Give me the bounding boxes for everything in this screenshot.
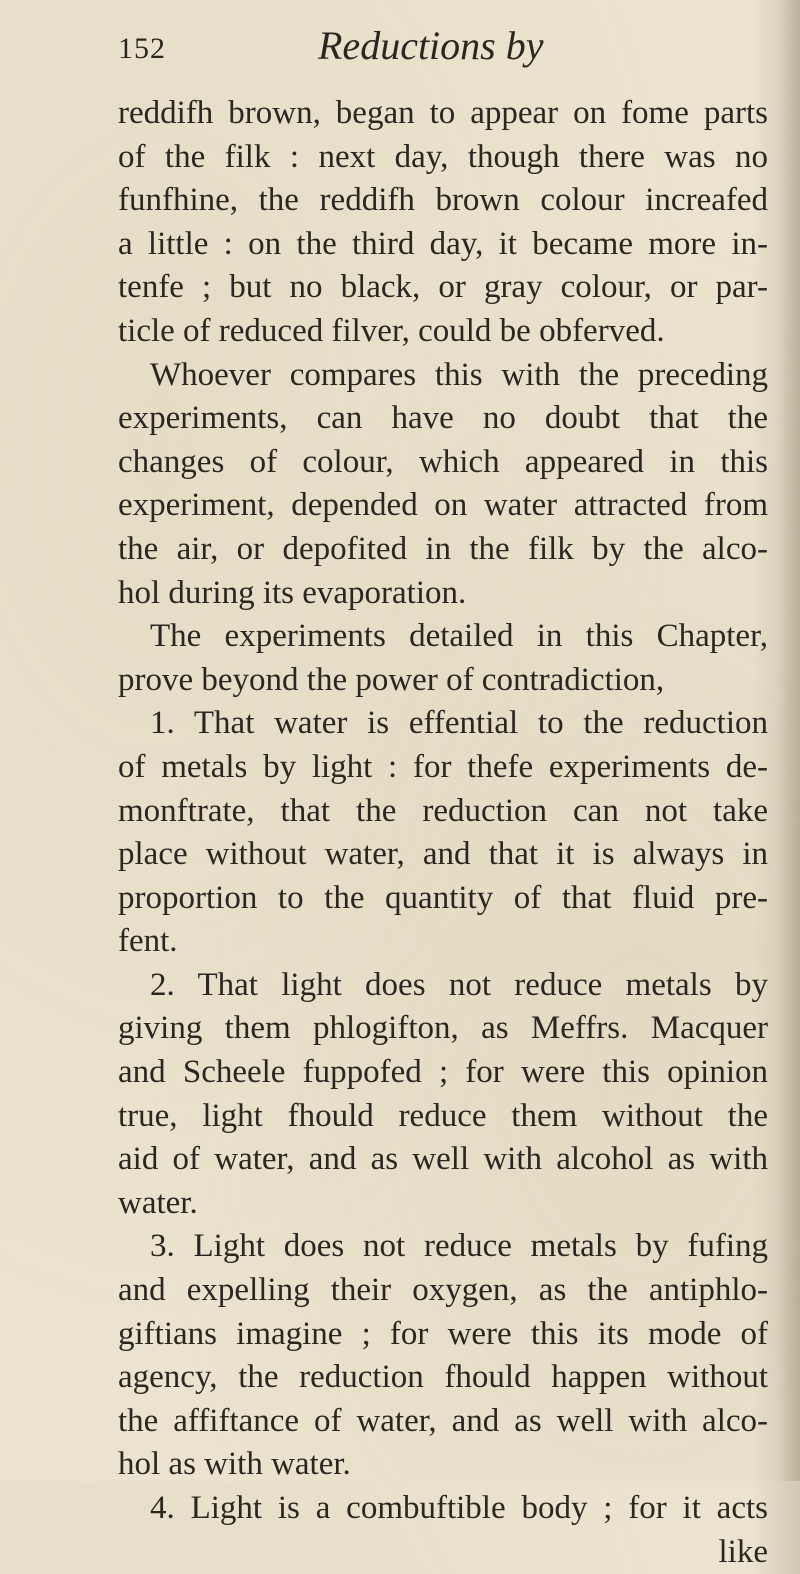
text-line: tenfe ; but no black, or gray colour, or par-	[118, 269, 768, 306]
body-text	[118, 92, 768, 1574]
text-line: prove beyond the power of contradiction,	[118, 661, 665, 698]
text-line: 1. That water is effential to the reduction	[150, 705, 768, 742]
text-line: a little : on the third day, it became more in-	[118, 225, 768, 262]
text-line: hol as with water.	[118, 1446, 351, 1483]
text-line: Whoever compares this with the preceding	[150, 356, 768, 393]
text-line: funfhine, the reddifh brown colour increafed	[118, 182, 768, 219]
text-line: 4. Light is a combuftible body ; for it acts	[150, 1490, 768, 1526]
running-title: Reductions by	[318, 23, 544, 68]
text-line: and expelling their oxygen, as the antiphlo-	[118, 1272, 768, 1309]
text-line: fent.	[118, 923, 178, 960]
text-line: changes of colour, which appeared in this	[118, 443, 768, 480]
text-line: and Scheele fuppofed ; for were this opinion	[118, 1054, 768, 1091]
text-line: giving them phlogifton, as Meffrs. Macquer	[118, 1010, 768, 1047]
text-line: agency, the reduction fhould happen without	[118, 1359, 768, 1396]
catchword: like	[718, 1533, 768, 1570]
text-line: giftians imagine ; for were this its mode of	[118, 1315, 768, 1352]
text-line: proportion to the quantity of that fluid pre-	[118, 879, 768, 916]
text-line: The experiments detailed in this Chapter,	[150, 618, 768, 655]
text-line: ticle of reduced filver, could be obferved.	[118, 312, 665, 349]
text-line: reddifh brown, began to appear on fome parts	[118, 95, 768, 131]
text-line: the affiftance of water, and as well with alco-	[118, 1402, 768, 1439]
text-line: 2. That light does not reduce metals by	[150, 966, 768, 1003]
page-edge-shadow	[778, 0, 800, 1481]
text-line: water.	[118, 1184, 198, 1221]
text-line: of the filk : next day, though there was no	[118, 138, 768, 175]
text-line: of metals by light : for thefe experiments de-	[118, 748, 768, 785]
text-line: hol during its evaporation.	[118, 574, 467, 611]
text-line: place without water, and that it is always in	[118, 836, 768, 873]
text-line: monftrate, that the reduction can not take	[118, 792, 768, 829]
text-line: 3. Light does not reduce metals by fufing	[150, 1228, 768, 1265]
text-line: the air, or depofited in the filk by the alco-	[118, 530, 768, 567]
text-line: experiments, can have no doubt that the	[118, 400, 768, 437]
text-line: aid of water, and as well with alcohol as with	[118, 1141, 768, 1178]
text-line: experiment, depended on water attracted from	[118, 487, 768, 524]
page-header	[118, 18, 718, 78]
text-line: true, light fhould reduce them without the	[118, 1097, 768, 1134]
page-number: 152	[118, 32, 166, 65]
